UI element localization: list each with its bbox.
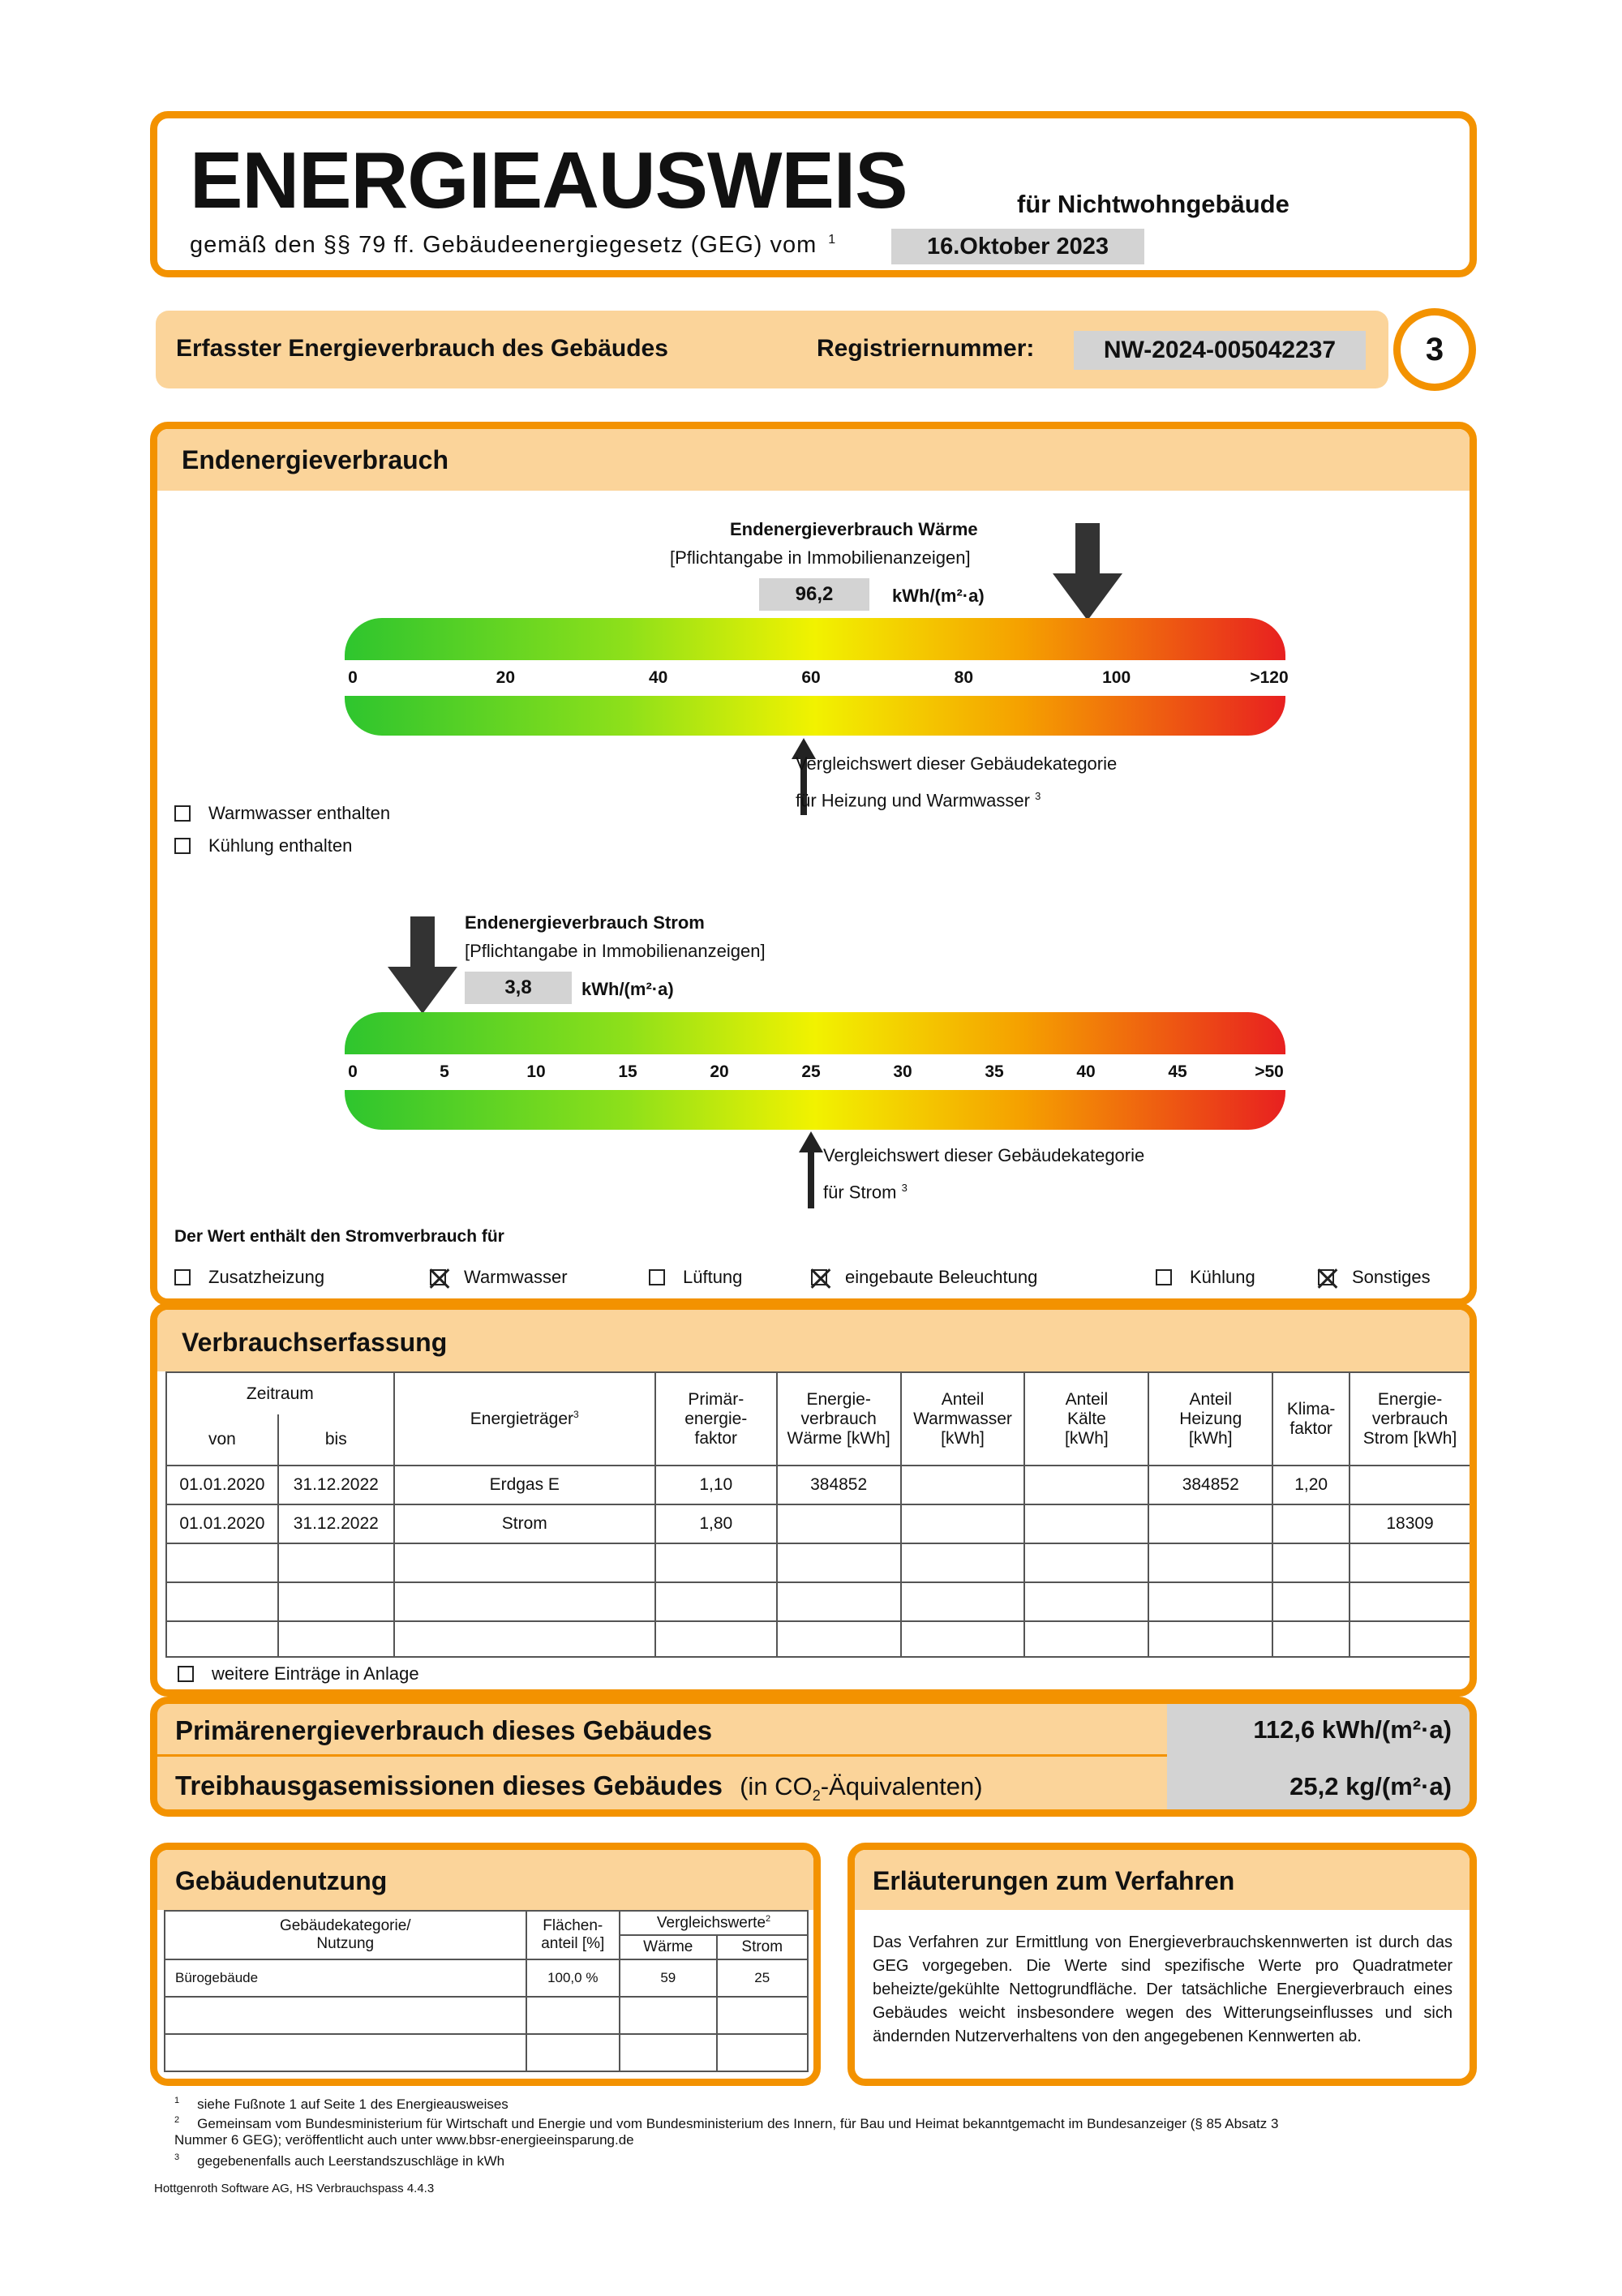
col-from: von xyxy=(166,1414,278,1466)
issue-date: 16.Oktober 2023 xyxy=(891,229,1144,264)
col-pef: Primär-energie-faktor xyxy=(655,1372,777,1466)
consumption-box xyxy=(150,1302,1477,1697)
scale-tick: 10 xyxy=(526,1062,546,1081)
checkbox-checked-icon xyxy=(811,1269,827,1285)
footnote-1: $^1$ siehe Fußnote 1 auf Seite 1 des Energieausweises xyxy=(174,2096,508,2112)
scale-tick: 40 xyxy=(648,668,668,687)
col-climate: Klima-faktor xyxy=(1272,1372,1350,1466)
checkbox-icon xyxy=(174,838,191,854)
checkbox-checked-icon xyxy=(1318,1269,1334,1285)
scale-tick: 15 xyxy=(618,1062,637,1081)
end-energy-title: Endenergieverbrauch xyxy=(182,445,448,474)
power-note: [Pflichtangabe in Immobilienanzeigen] xyxy=(465,941,766,961)
usage-table xyxy=(164,1910,809,2072)
document-subtitle: für Nichtwohngebäude xyxy=(1017,190,1289,218)
checkbox-icon xyxy=(1156,1269,1172,1285)
table-row-empty xyxy=(165,2034,808,2071)
power-value-arrow xyxy=(386,916,459,1014)
ghg-label: Treibhausgasemissionen dieses Gebäudes (in $CO_2-Äquivalenten$) xyxy=(175,1770,983,1805)
page-number-badge: 3 xyxy=(1393,308,1476,391)
col-period: Zeitraum xyxy=(166,1372,394,1414)
heat-unit: kWh/(m²·a) xyxy=(892,586,985,606)
header-box xyxy=(150,111,1477,277)
registration-label: Registriernummer: xyxy=(817,335,1035,362)
heat-compare-label: Vergleichswert dieser Gebäudekategorie für Heizung und Warmwasser $^3$ xyxy=(796,753,1118,811)
checkbox-icon xyxy=(174,805,191,822)
table-row: 01.01.2020 31.12.2022 Erdgas E 1,10 384852 384852 1,20 xyxy=(166,1466,1470,1504)
check-zusatzheizung[interactable]: Zusatzheizung xyxy=(174,1267,324,1288)
col-power: Energie-verbrauch Strom [kWh] xyxy=(1350,1372,1470,1466)
usage-col-compare: Vergleichswerte$^2$ xyxy=(620,1911,808,1935)
check-warmwasser[interactable]: Warmwasser xyxy=(430,1267,568,1288)
scale-tick: 60 xyxy=(801,668,821,687)
col-heating: Anteil Heizung [kWh] xyxy=(1148,1372,1272,1466)
power-value: 3,8 xyxy=(465,972,572,1004)
power-label: Endenergieverbrauch Strom xyxy=(465,912,705,933)
table-row-empty xyxy=(166,1543,1470,1582)
scale-tick: 25 xyxy=(801,1062,821,1081)
scale-tick: 80 xyxy=(954,668,974,687)
heat-note: [Pflichtangabe in Immobilienanzeigen] xyxy=(670,547,971,568)
heat-value-arrow xyxy=(1051,523,1124,620)
col-cold: Anteil Kälte [kWh] xyxy=(1024,1372,1148,1466)
heat-scale xyxy=(345,618,1289,736)
scale-tick: >50 xyxy=(1255,1062,1284,1081)
scale-tick: >120 xyxy=(1250,668,1289,687)
explanation-box xyxy=(847,1843,1477,2086)
explanation-title: Erläuterungen zum Verfahren xyxy=(873,1866,1235,1895)
power-includes-note: Der Wert enthält den Stromverbrauch für xyxy=(174,1227,504,1246)
table-row: 01.01.2020 31.12.2022 Strom 1,80 18309 xyxy=(166,1504,1470,1543)
scale-tick: 0 xyxy=(348,668,358,687)
check-cooling-included[interactable]: Kühlung enthalten xyxy=(174,835,352,856)
power-scale xyxy=(345,1012,1285,1130)
scale-tick: 40 xyxy=(1076,1062,1096,1081)
power-compare-label: Vergleichswert dieser Gebäudekategorie für Strom $^3$ xyxy=(823,1145,1145,1203)
scale-tick: 20 xyxy=(496,668,516,687)
check-beleuchtung[interactable]: eingebaute Beleuchtung xyxy=(811,1267,1037,1288)
section-label: Erfasster Energieverbrauch des Gebäudes xyxy=(176,335,668,362)
col-warmwater: Anteil Warmwasser [kWh] xyxy=(901,1372,1025,1466)
scale-tick: 20 xyxy=(710,1062,729,1081)
primary-energy-label: Primärenergieverbrauch dieses Gebäudes xyxy=(175,1715,713,1745)
footnote-3: $^3$ gegebenenfalls auch Leerstandszuschläge in kWh xyxy=(174,2152,505,2169)
table-row-empty xyxy=(165,1997,808,2034)
scale-tick: 45 xyxy=(1168,1062,1187,1081)
col-to: bis xyxy=(278,1414,394,1466)
heat-value: 96,2 xyxy=(759,578,869,611)
checkbox-icon xyxy=(178,1666,194,1682)
consumption-table xyxy=(165,1371,1471,1658)
scale-tick: 5 xyxy=(440,1062,449,1081)
scale-tick: 100 xyxy=(1102,668,1131,687)
usage-box xyxy=(150,1843,821,2086)
col-heat: Energie-verbrauch Wärme [kWh] xyxy=(777,1372,901,1466)
section-bar xyxy=(156,311,1388,388)
summary-box xyxy=(150,1697,1477,1817)
check-sonstiges[interactable]: Sonstiges xyxy=(1318,1267,1431,1288)
table-row: Bürogebäude 100,0 % 59 25 xyxy=(165,1959,808,1997)
check-warmwasser-included[interactable]: Warmwasser enthalten xyxy=(174,803,390,824)
check-lueftung[interactable]: Lüftung xyxy=(649,1267,742,1288)
checkbox-checked-icon xyxy=(430,1269,446,1285)
software-credit: Hottgenroth Software AG, HS Verbrauchspass 4.4.3 xyxy=(154,2182,435,2195)
power-compare-arrow xyxy=(799,1131,823,1208)
usage-title: Gebäudenutzung xyxy=(175,1866,388,1895)
consumption-title: Verbrauchserfassung xyxy=(182,1328,448,1357)
power-unit: kWh/(m²·a) xyxy=(581,979,674,999)
usage-col-power: Strom xyxy=(717,1935,808,1959)
usage-col-heat: Wärme xyxy=(620,1935,716,1959)
usage-col-category: Gebäudekategorie/ Nutzung xyxy=(165,1911,526,1959)
primary-energy-value: 112,6 kWh/(m²·a) xyxy=(1253,1715,1452,1744)
col-carrier: Energieträger$^3$ xyxy=(394,1372,655,1466)
scale-tick: 30 xyxy=(893,1062,912,1081)
usage-col-area: Flächen-anteil [%] xyxy=(526,1911,620,1959)
table-row-empty xyxy=(166,1621,1470,1657)
checkbox-icon xyxy=(174,1269,191,1285)
scale-tick: 35 xyxy=(985,1062,1004,1081)
table-row-empty xyxy=(166,1582,1470,1621)
law-reference: gemäß den §§ 79 ff. Gebäudeenergiegesetz (GEG) vom $^1$ xyxy=(190,232,837,258)
ghg-value: 25,2 kg/(m²·a) xyxy=(1289,1772,1452,1800)
explanation-text: Das Verfahren zur Ermittlung von Energieverbrauchskennwerten ist durch das GEG vorgegeben. Die Werte sind spezifische Werte pro Quadratmeter beheizte/gekühlte Nettogrundfläche. Der tatsächliche Energieverbrauch eines Gebäudes weicht insbesondere wegen des Witterungseinflusses und sich ändernden Nutzerverhaltens von den angegebenen Kennwerten ab. xyxy=(873,1933,1453,2045)
registration-number: NW-2024-005042237 xyxy=(1074,331,1366,370)
checkbox-icon xyxy=(649,1269,665,1285)
scale-tick: 0 xyxy=(348,1062,358,1081)
footnote-2: $^2$ Gemeinsam vom Bundesministerium für Wirtschaft und Energie und vom Bundesministerium des Innern, für Bau und Heimat bekanntgemacht im Bundesanzeiger (§ 85 Absatz 3 Nummer 6 GEG); veröffentlicht auch unter www.bbsr-energieeinsparung.de xyxy=(174,2115,1279,2148)
check-more-entries[interactable]: weitere Einträge in Anlage xyxy=(178,1663,419,1684)
check-kuehlung[interactable]: Kühlung xyxy=(1156,1267,1255,1288)
heat-label: Endenergieverbrauch Wärme xyxy=(730,519,978,539)
document-title: ENERGIEAUSWEIS xyxy=(190,135,908,225)
